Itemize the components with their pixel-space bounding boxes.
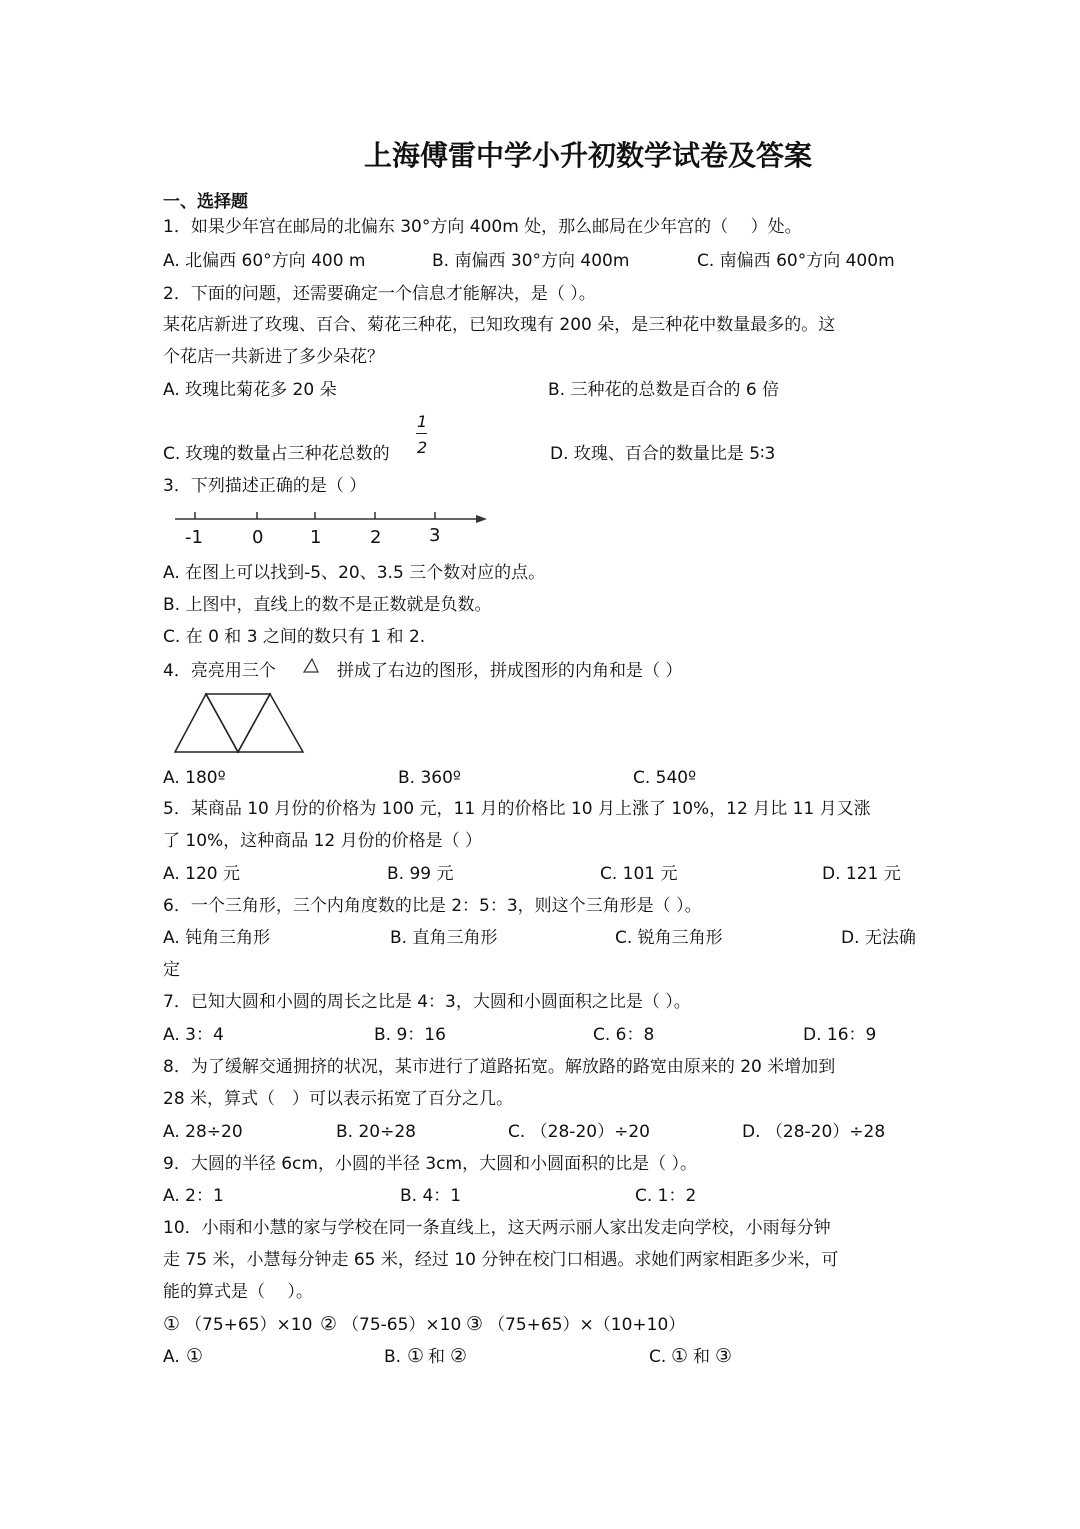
q5-option-d[interactable]: D. 121 元 — [822, 864, 901, 884]
section-heading: 一、选择题 — [163, 192, 248, 212]
q8-option-c[interactable]: C. （28-20）÷20 — [508, 1122, 650, 1142]
q2-option-c[interactable]: C. 玫瑰的数量占三种花总数的 — [163, 444, 390, 464]
formula-3-mark: ③ — [466, 1313, 484, 1335]
q5-option-a[interactable]: A. 120 元 — [163, 864, 240, 884]
q4-option-a[interactable]: A. 180º — [163, 768, 226, 788]
q9-option-c[interactable]: C. 1：2 — [635, 1186, 697, 1206]
q10-option-a-label: A. — [163, 1347, 180, 1367]
q6-option-d[interactable]: D. 无法确 — [841, 928, 916, 948]
number-line-figure — [170, 508, 500, 548]
q8-stem-line2: 28 米，算式（ ）可以表示拓宽了百分之几。 — [163, 1089, 514, 1109]
q3-stem: 3．下列描述正确的是（ ） — [163, 476, 367, 496]
formula-1: （75+65）×10 — [185, 1315, 313, 1335]
q9-option-b[interactable]: B. 4：1 — [400, 1186, 462, 1206]
q10-option-b-label: B. — [384, 1347, 402, 1367]
q8-stem-line1: 8．为了缓解交通拥挤的状况，某市进行了道路拓宽。解放路的路宽由原来的 20 米增加到 — [163, 1057, 836, 1077]
q10-option-c-label: C. — [649, 1347, 667, 1367]
q4-option-c[interactable]: C. 540º — [633, 768, 697, 788]
q1-option-c[interactable]: C. 南偏西 60°方向 400m — [697, 251, 895, 271]
q4-stem-start: 4．亮亮用三个 — [163, 661, 276, 681]
formula-1-mark: ① — [163, 1313, 181, 1335]
q2-stem: 2．下面的问题，还需要确定一个信息才能解决，是（ ）。 — [163, 284, 596, 304]
q10-option-a-mark: ① — [186, 1345, 204, 1367]
page-title: 上海傅雷中学小升初数学试卷及答案 — [363, 139, 812, 172]
q4-option-b[interactable]: B. 360º — [398, 768, 461, 788]
q10-option-c-mark-1: ① — [671, 1345, 689, 1367]
number-line-tick-label: 0 — [252, 527, 264, 548]
q2-option-a[interactable]: A. 玫瑰比菊花多 20 朵 — [163, 380, 337, 400]
three-triangles-figure — [170, 690, 310, 756]
number-line-tick-label: 1 — [310, 527, 322, 548]
q8-option-a[interactable]: A. 28÷20 — [163, 1122, 243, 1142]
q5-stem-line1: 5．某商品 10 月份的价格为 100 元，11 月的价格比 10 月上涨了 10%，12 月比 11 月又涨 — [163, 799, 871, 819]
number-line-tick-label: -1 — [185, 527, 203, 548]
q6-option-b[interactable]: B. 直角三角形 — [390, 928, 498, 948]
formula-3: （75+65）×（10+10） — [488, 1315, 686, 1335]
q2-option-b[interactable]: B. 三种花的总数是百合的 6 倍 — [548, 380, 780, 400]
q10-stem-line1: 10．小雨和小慧的家与学校在同一条直线上，这天两示丽人家出发走向学校，小雨每分钟 — [163, 1218, 831, 1238]
q6-stem: 6．一个三角形，三个内角度数的比是 2：5：3，则这个三角形是（ ）。 — [163, 896, 702, 916]
q1-stem: 1．如果少年宫在邮局的北偏东 30°方向 400m 处，那么邮局在少年宫的（ ）处。 — [163, 217, 802, 237]
formula-2: （75-65）×10 — [342, 1315, 462, 1335]
q1-option-b[interactable]: B. 南偏西 30°方向 400m — [432, 251, 630, 271]
q10-stem-line2: 走 75 米，小慧每分钟走 65 米，经过 10 分钟在校门口相遇。求她们两家相距多少米，可 — [163, 1250, 839, 1270]
q8-option-d[interactable]: D. （28-20）÷28 — [742, 1122, 886, 1142]
q5-option-b[interactable]: B. 99 元 — [387, 864, 454, 884]
q10-option-b-and: 和 — [428, 1347, 445, 1367]
q5-stem-line2: 了 10%，这种商品 12 月份的价格是（ ） — [163, 831, 483, 851]
q7-stem: 7．已知大圆和小圆的周长之比是 4：3，大圆和小圆面积之比是（ ）。 — [163, 992, 691, 1012]
q6-option-d-wrap: 定 — [163, 960, 180, 980]
q7-option-c[interactable]: C. 6：8 — [593, 1025, 655, 1045]
small-triangle-icon — [302, 658, 320, 674]
q3-option-c[interactable]: C. 在 0 和 3 之间的数只有 1 和 2. — [163, 627, 426, 647]
q10-option-c-and: 和 — [693, 1347, 710, 1367]
q9-option-a[interactable]: A. 2：1 — [163, 1186, 224, 1206]
q2-fraction-bar — [416, 433, 427, 434]
q2-fraction-denominator: 2 — [417, 438, 428, 457]
q7-option-b[interactable]: B. 9：16 — [374, 1025, 446, 1045]
q6-option-a[interactable]: A. 钝角三角形 — [163, 928, 271, 948]
q2-text-line1: 某花店新进了玫瑰、百合、菊花三种花，已知玫瑰有 200 朵，是三种花中数量最多的。这 — [163, 315, 836, 335]
q8-option-b[interactable]: B. 20÷28 — [336, 1122, 416, 1142]
q10-stem-line3: 能的算式是（ ）。 — [163, 1282, 313, 1302]
q9-stem: 9．大圆的半径 6cm，小圆的半径 3cm，大圆和小圆面积的比是（ ）。 — [163, 1154, 697, 1174]
q3-option-b[interactable]: B. 上图中，直线上的数不是正数就是负数。 — [163, 595, 492, 615]
q2-text-line2: 个花店一共新进了多少朵花？ — [163, 347, 384, 367]
q6-option-c[interactable]: C. 锐角三角形 — [615, 928, 723, 948]
q4-stem-end: 拼成了右边的图形，拼成图形的内角和是（ ） — [337, 661, 683, 681]
q1-option-a[interactable]: A. 北偏西 60°方向 400 m — [163, 251, 366, 271]
q2-option-d[interactable]: D. 玫瑰、百合的数量比是 5∶3 — [550, 444, 776, 464]
number-line-tick-label: 3 — [429, 525, 441, 546]
q7-option-d[interactable]: D. 16：9 — [803, 1025, 877, 1045]
q5-option-c[interactable]: C. 101 元 — [600, 864, 678, 884]
number-line-tick-label: 2 — [370, 527, 382, 548]
q7-option-a[interactable]: A. 3：4 — [163, 1025, 224, 1045]
q10-option-b-mark-1: ① — [407, 1345, 425, 1367]
q3-option-a[interactable]: A. 在图上可以找到-5、20、3.5 三个数对应的点。 — [163, 563, 546, 583]
q10-option-b-mark-2: ② — [450, 1345, 468, 1367]
q10-option-c-mark-2: ③ — [715, 1345, 733, 1367]
q2-fraction-numerator: 1 — [417, 412, 428, 431]
formula-2-mark: ② — [320, 1313, 338, 1335]
